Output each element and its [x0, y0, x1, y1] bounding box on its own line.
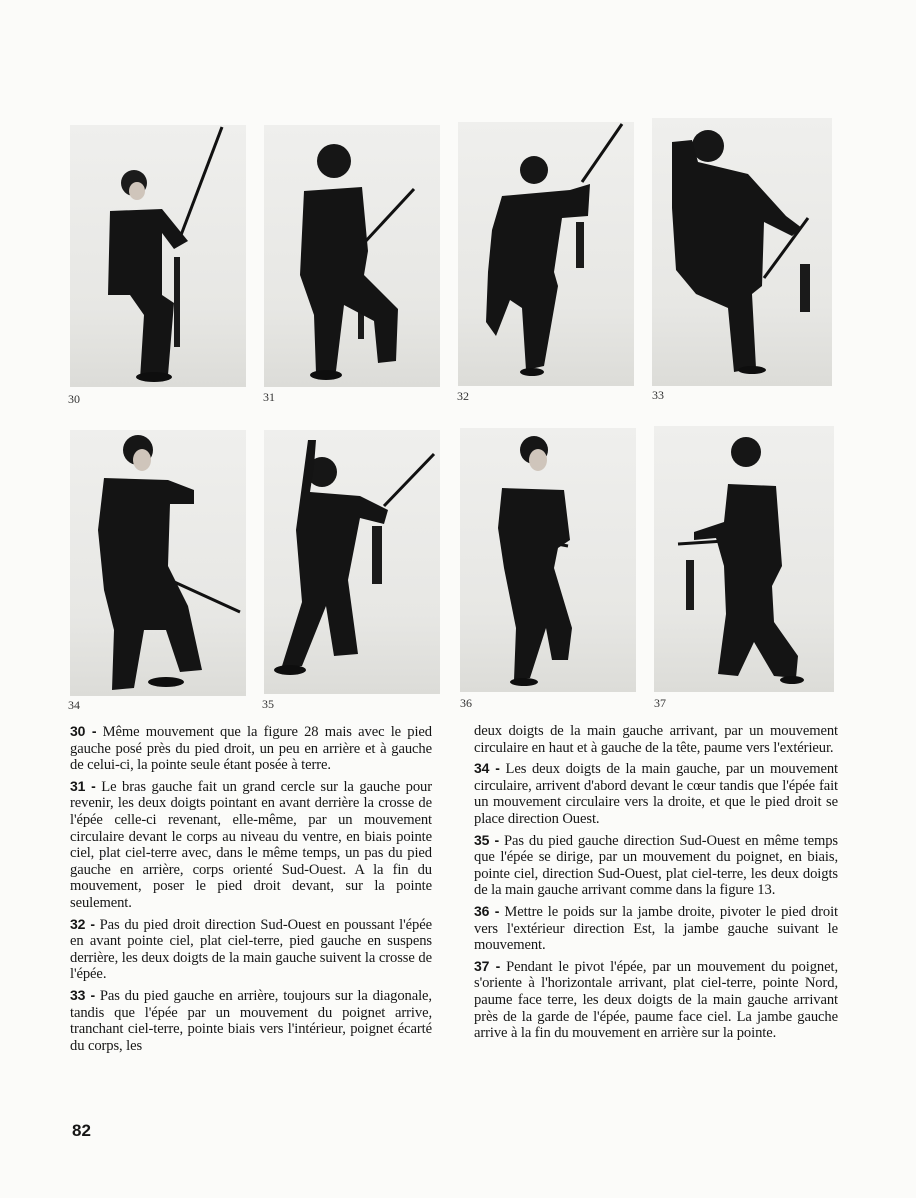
paragraph-33-continued: deux doigts de la main gauche arrivant, par un mouvement circulaire en haut et à gauche de la tête, paume vers l'extérieur.	[474, 723, 838, 756]
figure-30-silhouette	[70, 125, 246, 387]
figure-36-silhouette	[460, 428, 636, 692]
paragraph-31	[70, 778, 432, 912]
figure-number: 30	[68, 392, 80, 406]
figure-number: 32	[457, 389, 469, 403]
step-number: 32 -	[70, 915, 95, 932]
figure-34-silhouette	[70, 430, 246, 696]
step-text: Pas du pied gauche direction Sud-Ouest en même temps que l'épée se dirige, par un mouvement du poignet, en biais, pointe ciel, direction Sud-Ouest, plat ciel-terre, les deux doigts de la main gauche arrivant comme dans la figure 13.	[474, 832, 838, 899]
page-number: 82	[72, 1121, 91, 1140]
step-number: 35 -	[474, 831, 500, 848]
figure-31-photo	[264, 125, 440, 387]
paragraph-35	[474, 832, 838, 899]
figure-34-photo	[70, 430, 246, 696]
figure-35-photo	[264, 430, 440, 694]
step-text: Les deux doigts de la main gauche, par un mouvement circulaire, arrivent d'abord devant le cœur tandis que l'épée fait un mouvement circulaire vers la droite, et que le pied droit se place direction Ouest.	[474, 761, 838, 827]
right-text-column	[474, 723, 838, 1046]
paragraph-32	[70, 916, 432, 983]
step-text: Pendant le pivot l'épée, par un mouvement du poignet, s'oriente à l'horizontale arrivant, plat ciel-terre, pointe Nord, paume face terre, les deux doigts de la main gauche arrivant près de la garde de l'épée, paume face ciel. La jambe gauche arrive à la fin du mouvement en arrière sur la pointe.	[474, 958, 838, 1042]
figure-30-photo	[70, 125, 246, 387]
step-number: 37 -	[474, 957, 501, 974]
figure-36-photo	[460, 428, 636, 692]
step-text: Pas du pied droit direction Sud-Ouest en poussant l'épée en avant pointe ciel, plat ciel-terre, pied gauche en suspens derrière, les deux doigts de la main gauche suivent la crosse de l'épée.	[70, 916, 432, 983]
figure-number: 31	[263, 390, 275, 404]
figure-33-photo	[652, 118, 832, 386]
figure-number: 37	[654, 696, 666, 710]
figure-number: 35	[262, 697, 274, 711]
figure-32-photo	[458, 122, 634, 386]
step-number: 34 -	[474, 760, 500, 777]
figure-37-photo	[654, 426, 834, 692]
paragraph-33	[70, 987, 432, 1054]
step-number: 33 -	[70, 986, 96, 1003]
paragraph-37	[474, 958, 838, 1042]
paragraph-34	[474, 760, 838, 827]
figure-number: 34	[68, 698, 80, 712]
figure-32-silhouette	[458, 122, 634, 386]
figure-35-silhouette	[264, 430, 440, 694]
paragraph-30	[70, 723, 432, 774]
figure-number: 36	[460, 696, 472, 710]
step-text: Le bras gauche fait un grand cercle sur la gauche pour revenir, les deux doigts pointant en avant derrière la crosse de l'épée celle-ci revenant, elle-même, par un mouvement circulaire devant le corps au niveau du ventre, en biais pointe ciel, plat ciel-terre avec, dans le même temps, un pas du pied gauche en arrière, corps orienté Sud-Ouest. A la fin du mouvement, poser le pied droit devant, sur la pointe seulement.	[70, 778, 432, 911]
figure-37-silhouette	[654, 426, 834, 692]
left-text-column	[70, 723, 432, 1058]
step-text: Mettre le poids sur la jambe droite, pivoter le pied droit vers l'extérieur direction Est, la jambe gauche suivant le mouvement.	[474, 903, 839, 954]
figure-31-silhouette	[264, 125, 440, 387]
step-number: 36 -	[474, 902, 500, 919]
paragraph-36	[474, 903, 838, 954]
figure-number: 33	[652, 388, 664, 402]
step-number: 30 -	[70, 723, 97, 739]
step-text: Même mouvement que la figure 28 mais avec le pied gauche posé près du pied droit, un peu en arrière et à gauche de celui-ci, la pointe seule étant posée à terre.	[70, 724, 432, 774]
step-text: Pas du pied gauche en arrière, toujours sur la diagonale, tandis que l'épée par un mouvement du poignet arrive, tranchant ciel-terre, pointe biais vers l'intérieur, poignet écarté du corps, les	[70, 987, 432, 1054]
step-number: 31 -	[70, 777, 96, 794]
figure-33-silhouette	[652, 118, 832, 386]
